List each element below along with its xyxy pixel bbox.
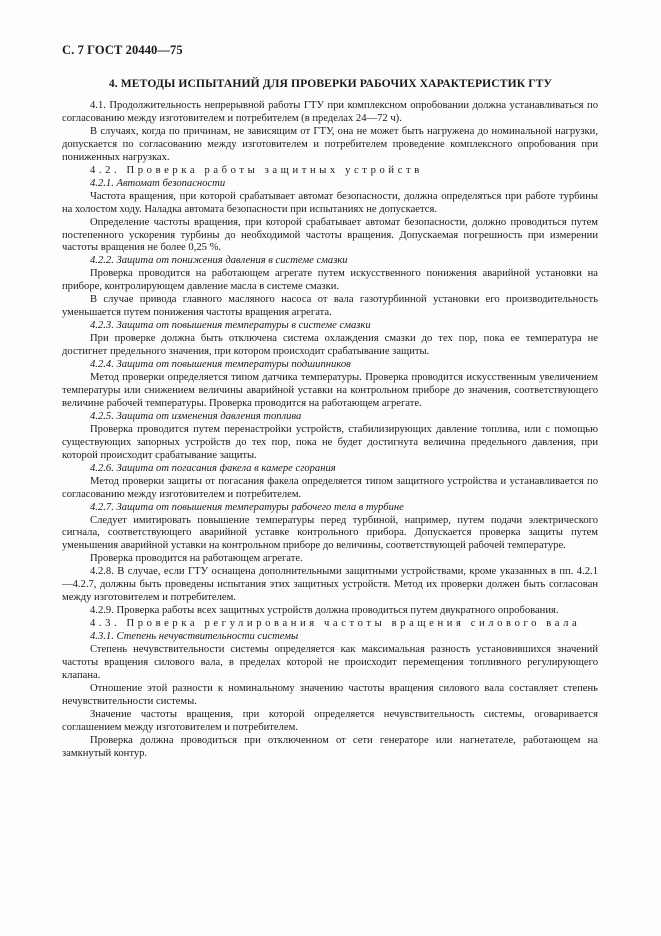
section-title: 4. МЕТОДЫ ИСПЫТАНИЙ ДЛЯ ПРОВЕРКИ РАБОЧИХ ХАРАКТЕРИСТИК ГТУ [108, 77, 553, 90]
paragraph: Значение частоты вращения, при которой определяется нечувствительность системы, оговаривается соглашением между изготовителем и потребителем. [62, 708, 598, 733]
paragraph: Отношение этой разности к номинальному значению частоты вращения силового вала составляет степень нечувствительности системы. [62, 682, 598, 707]
subsection-heading: 4.3. Проверка регулирования частоты вращения силового вала [90, 618, 581, 630]
item-heading: 4.2.1. Автомат безопасности [90, 177, 226, 189]
paragraph: Проверка проводится на работающем агрегате. [90, 553, 303, 565]
item-heading: 4.3.1. Степень нечувствительности системы [90, 631, 299, 643]
paragraph: Частота вращения, при которой срабатывает автомат безопасности, должна определяться при работе турбины на холостом ходу. Наладка автомата безопасности при испытаниях не допускается. [62, 190, 598, 215]
paragraph: Проверка проводится путем перенастройки устройств, стабилизирующих давление топлива, или с помощью существующих запорных устройств до тех пор, пока не будет достигнута величина предельного давления, при которой происходит срабатывание защиты. [62, 423, 598, 461]
paragraph: 4.2.8. В случае, если ГТУ оснащена дополнительными защитными устройствами, кроме указанных в пп. 4.2.1—4.2.7, должны быть проведены испытания этих защитных устройств. Метод их проверки должен быть согласован между изготовителем и потребителем. [62, 566, 598, 604]
page-header: С. 7 ГОСТ 20440—75 [62, 43, 183, 57]
paragraph: В случаях, когда по причинам, не зависящим от ГТУ, она не может быть нагружена до номинальной нагрузки, допускается по согласованию между изготовителем и потребителем проведение комплексного опробования при пониженных нагрузках. [62, 125, 598, 163]
paragraph: Проверка проводится на работающем агрегате путем искусственного понижения аварийной установки на приборе, контролирующем давление масла в системе смазки. [62, 268, 598, 293]
paragraph: 4.2.9. Проверка работы всех защитных устройств должна проводиться путем двукратного опробования. [90, 605, 559, 617]
paragraph: Метод проверки определяется типом датчика температуры. Проверка проводится искусственным увеличением температуры или снижением величины аварийной уставки на контрольном приборе до значения, соответствующего величине рабочей температуры. Проверка проводится на работающем агрегате. [62, 372, 598, 409]
item-heading: 4.2.6. Защита от погасания факела в камере сгорания [90, 462, 336, 474]
paragraph: При проверке должна быть отключена система охлаждения смазки до тех пор, пока ее температура не достигнет предельного значения, при котором происходит срабатывание защиты. [62, 333, 598, 358]
item-heading: 4.2.4. Защита от повышения температуры подшипников [90, 359, 351, 371]
paragraph: Определение частоты вращения, при которой срабатывает автомат безопасности, должно проводиться путем постепенного ускорения турбины до необходимой частоты вращения. Допускаемая погрешность при измерении частоты вращения не более 0,25 %. [62, 216, 598, 254]
item-heading: 4.2.2. Защита от понижения давления в системе смазки [90, 255, 348, 267]
document-body [62, 100, 598, 761]
paragraph: Метод проверки защиты от погасания факела определяется типом защитного устройства и устанавливается по согласованию между изготовителем и потребителем. [62, 475, 598, 500]
subsection-heading: 4.2. Проверка работы защитных устройств [90, 164, 423, 176]
paragraph: 4.1. Продолжительность непрерывной работы ГТУ при комплексном опробовании должна устанавливаться по согласованию между изготовителем и потребителем (в пределах 24—72 ч). [62, 100, 598, 124]
paragraph: Степень нечувствительности системы определяется как максимальная разность установившихся значений частоты вращения силового вала, в пределах которой не происходит перемещения топливного регулирующего клапана. [62, 644, 598, 681]
paragraph: В случае привода главного масляного насоса от вала газотурбинной установки его производительность уменьшается путем понижения частоты вращения агрегата. [62, 294, 598, 319]
paragraph: Проверка должна проводиться при отключенном от сети генераторе или нагнетателе, работающем на замкнутый контур. [62, 734, 598, 759]
paragraph: Следует имитировать повышение температуры перед турбиной, например, путем подачи электрического сигнала, соответствующего аварийной уставке контрольного прибора. Допускается проверка защиты путем уменьшения аварийной уставки на контрольном приборе до величины, соответствующей рабочей температуре. [62, 514, 598, 552]
item-heading: 4.2.7. Защита от повышения температуры рабочего тела в турбине [90, 501, 404, 513]
item-heading: 4.2.3. Защита от повышения температуры в системе смазки [90, 320, 371, 332]
item-heading: 4.2.5. Защита от изменения давления топлива [90, 410, 302, 422]
